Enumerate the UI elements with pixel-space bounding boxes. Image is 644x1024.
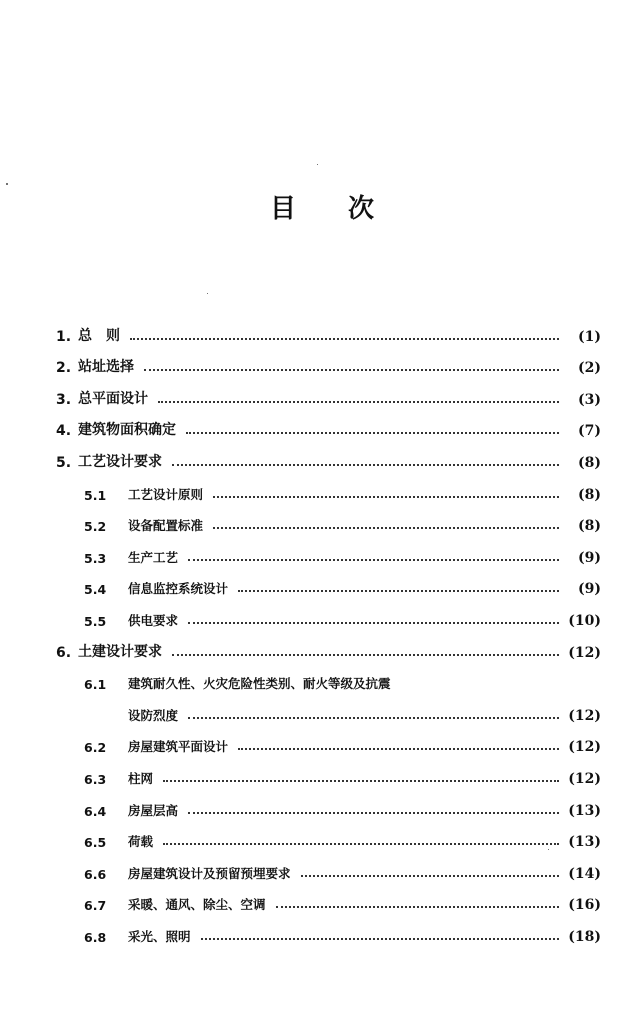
toc-entry: [56, 629, 601, 661]
toc-entry-number: 3.: [56, 391, 72, 408]
dot-leader: [172, 464, 559, 466]
dot-leader: [130, 338, 559, 340]
toc-entry: [56, 566, 601, 598]
toc-entry: [56, 787, 601, 819]
toc-entry-page-number: (3): [578, 391, 601, 408]
toc-entry: [56, 819, 601, 851]
toc-entry-page-number: (8): [578, 518, 601, 535]
toc-entry-title: 荷载: [128, 834, 154, 850]
toc-entry-title: 总 则: [78, 327, 120, 344]
dot-leader: [186, 432, 559, 434]
dot-leader: [188, 812, 559, 814]
toc-entry-page-number: (12): [568, 739, 601, 756]
toc-entry: [56, 503, 601, 535]
toc-entry: [56, 661, 601, 693]
toc-entry-title: 建筑物面积确定: [78, 422, 176, 439]
toc-entry-number: 5.4: [84, 582, 107, 598]
toc-entry-title: 总平面设计: [78, 390, 148, 407]
toc-entry: [56, 692, 601, 724]
toc-entry-page-number: (14): [568, 865, 601, 882]
toc-entry-number: 6.4: [84, 803, 107, 819]
toc-entry-page-number: (18): [568, 928, 601, 945]
toc-entry-number: 5.3: [84, 550, 107, 566]
toc-entry-page-number: (8): [578, 454, 601, 471]
toc-entry-title: 工艺设计要求: [78, 453, 162, 470]
dot-leader: [238, 748, 559, 750]
toc-entry-number: 6.6: [84, 866, 107, 882]
toc-entry-page-number: (13): [568, 802, 601, 819]
toc-entry-page-number: (8): [578, 486, 601, 503]
dot-leader: [238, 590, 559, 592]
toc-entry-title: 土建设计要求: [78, 643, 162, 660]
dot-leader: [213, 496, 559, 498]
dot-leader: [213, 527, 559, 529]
toc-entry-page-number: (1): [578, 328, 601, 345]
toc-entry-page-number: (7): [578, 423, 601, 440]
toc-entry-title: 采暖、通风、除尘、空调: [128, 897, 266, 913]
dot-leader: [163, 843, 559, 845]
toc-entry-page-number: (2): [578, 360, 601, 377]
dot-leader: [301, 875, 559, 877]
toc-entry-page-number: (9): [578, 581, 601, 598]
dot-leader: [276, 906, 559, 908]
scan-speck: [317, 164, 318, 165]
toc-entry-title: 柱网: [128, 770, 154, 786]
toc-entry-title: 信息监控系统设计: [128, 581, 229, 597]
toc-entry: [56, 471, 601, 503]
dot-leader: [188, 717, 559, 719]
toc-entry-title: 站址选择: [78, 359, 134, 376]
toc-entry: [56, 882, 601, 914]
toc-entry-title: 采光、照明: [128, 928, 191, 944]
toc-entry-number: 6.1: [84, 677, 107, 693]
toc-entry-title: 设备配置标准: [128, 518, 204, 534]
toc-entry-number: 6.3: [84, 771, 107, 787]
toc-entry-number: 6.8: [84, 929, 107, 945]
toc-entry: [56, 439, 601, 471]
toc-entry: [56, 313, 601, 345]
dot-leader: [201, 938, 559, 940]
toc-entry-page-number: (10): [568, 612, 601, 629]
toc-entry: [56, 850, 601, 882]
toc-entry-page-number: (12): [568, 707, 601, 724]
toc-entry-title: 生产工艺: [128, 549, 179, 565]
toc-entry-number: 6.2: [84, 740, 107, 756]
toc-entry-number: 1.: [56, 328, 72, 345]
toc-entry-page-number: (9): [578, 549, 601, 566]
dot-leader: [158, 401, 559, 403]
toc-entry-title: 房屋建筑平面设计: [128, 739, 229, 755]
toc-entry-number: 5.2: [84, 519, 107, 535]
toc-entry: [56, 376, 601, 408]
toc-entry-number: 6.: [56, 644, 72, 661]
toc-entry: [56, 597, 601, 629]
toc-entry-title: 设防烈度: [128, 707, 179, 723]
toc-entry-number: 6.5: [84, 835, 107, 851]
toc-entry-title: 房屋层高: [128, 802, 179, 818]
toc-entry-number: 2.: [56, 360, 72, 377]
toc-entry: [56, 345, 601, 377]
toc-entry-number: 6.7: [84, 898, 107, 914]
toc-entry-title: 供电要求: [128, 612, 179, 628]
toc-entry: [56, 755, 601, 787]
toc-entry-page-number: (16): [568, 897, 601, 914]
toc-entry-title: 房屋建筑设计及预留预埋要求: [128, 865, 291, 881]
dot-leader: [144, 369, 559, 371]
page-title: [0, 188, 644, 225]
toc-entry-page-number: (12): [568, 644, 601, 661]
title-char-1: 目: [269, 194, 296, 224]
toc-entry-title: 建筑耐久性、火灾危险性类别、耐火等级及抗震: [128, 676, 391, 692]
toc-entry-page-number: (13): [568, 834, 601, 851]
toc-entry-page-number: (12): [568, 770, 601, 787]
table-of-contents: [56, 313, 601, 945]
dot-leader: [188, 559, 559, 561]
scan-speck: [6, 183, 8, 185]
dot-leader: [163, 780, 559, 782]
toc-entry: [56, 534, 601, 566]
dot-leader: [188, 622, 559, 624]
toc-entry-number: 4.: [56, 423, 72, 440]
toc-entry-number: 5.5: [84, 613, 107, 629]
dot-leader: [172, 654, 559, 656]
toc-entry: [56, 913, 601, 945]
toc-entry-number: 5.1: [84, 487, 107, 503]
scan-speck: [207, 293, 208, 294]
title-char-2: 次: [348, 194, 375, 224]
toc-entry-title: 工艺设计原则: [128, 486, 204, 502]
toc-entry: [56, 408, 601, 440]
toc-entry: [56, 724, 601, 756]
toc-entry-number: 5.: [56, 454, 72, 471]
